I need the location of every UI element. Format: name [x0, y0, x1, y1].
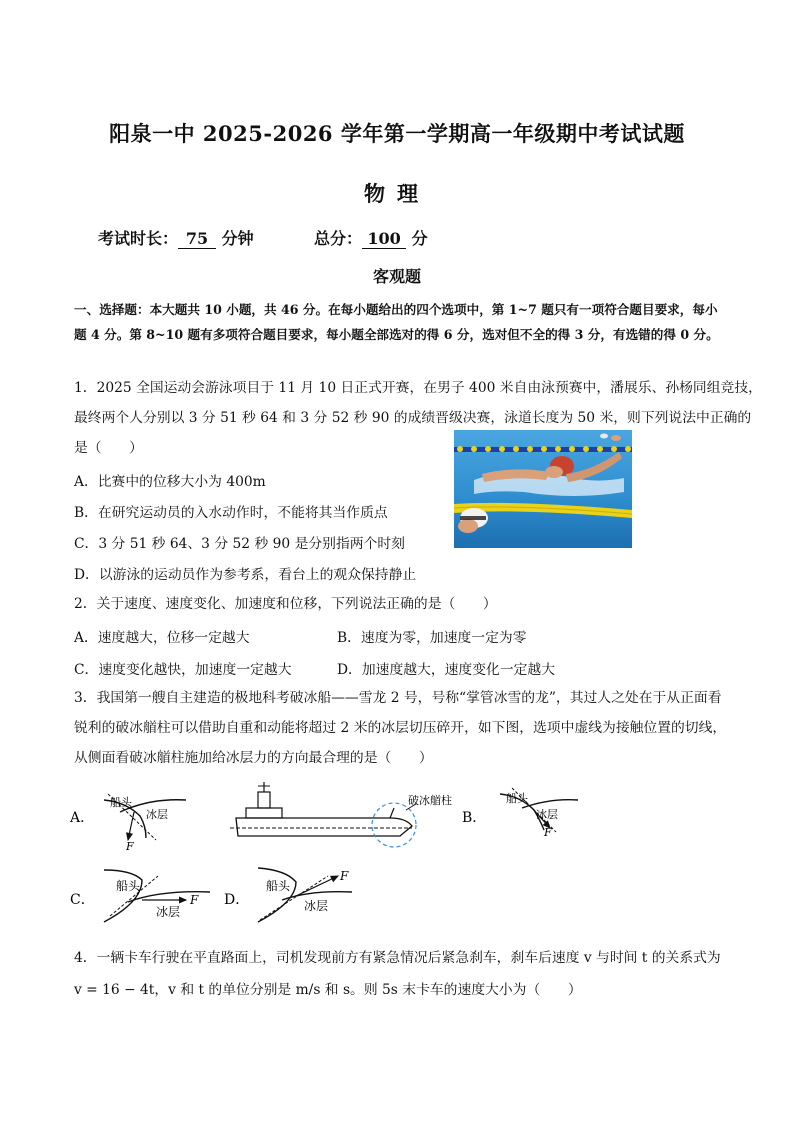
fig-option-c [104, 870, 210, 922]
q1-line2: 最终两个人分别以 3 分 51 秒 64 和 3 分 52 秒 90 的成绩晋级决赛，泳道长度为 50 米，则下列说法中正确的 [74, 410, 752, 426]
exam-title: 阳泉一中 2025-2026 学年第一学期高一年级期中考试试题 [109, 121, 685, 146]
q4-line1: 4．一辆卡车行驶在平直路面上，司机发现前方有紧急情况后紧急刹车，刹车后速度 v 与时间 t 的关系式为 [74, 950, 721, 966]
fig-opt-a-label: A． [70, 810, 95, 826]
score-label: 总分： [314, 229, 363, 248]
fig-opt-b-label: B． [462, 810, 487, 826]
fig-a-force: F [126, 840, 134, 853]
fig-d-bow: 船头 [266, 879, 291, 893]
score-value: 100 [362, 229, 406, 249]
q2-option-d: D．加速度越大，速度变化一定越大 [337, 662, 556, 678]
q2-stem: 2．关于速度、速度变化、加速度和位移，下列说法正确的是（ ） [74, 596, 497, 612]
fig-c-force: F [190, 893, 199, 907]
q1-line3: 是（ ） [74, 440, 143, 456]
q1-option-d: D．以游泳的运动员作为参考系，看台上的观众保持静止 [74, 567, 417, 583]
subject-title: 物理 [364, 181, 430, 206]
fig-b-bow: 船头 [506, 792, 528, 805]
q4-line2: v = 16 − 4t，v 和 t 的单位分别是 m/s 和 s。则 5s 末卡车的速度大小为（ ） [74, 982, 582, 998]
score-unit: 分 [411, 229, 428, 248]
section-instructions: 一、选择题：本大题共 10 小题，共 46 分。在每小题给出的四个选项中，第 1~7 题只有一项符合题目要求，每小题 4 分。第 8~10 题有多项符合题目要求，每小题全部选对的得 6 分，选对但不全的得 3 分，有选错的得 0 分。 [74, 302, 719, 342]
icebreaker-ship [230, 782, 452, 847]
fig-b-force: F [544, 826, 552, 839]
fig-c-ice: 冰层 [156, 905, 181, 919]
q1-line1: 1．2025 全国运动会游泳项目于 11 月 10 日正式开赛，在男子 400 米自由泳预赛中，潘展乐、孙杨同组竞技， [74, 380, 762, 396]
q1-option-a: A．比赛中的位移大小为 400m [74, 474, 266, 490]
q2-option-b: B．速度为零，加速度一定为零 [337, 630, 527, 646]
fig-d-force: F [340, 869, 349, 883]
duration-value: 75 [178, 229, 216, 249]
section-title: 客观题 [372, 267, 421, 286]
fig-c-bow: 船头 [116, 879, 141, 893]
q3-line1: 3．我国第一艘自主建造的极地科考破冰船——雪龙 2 号，号称“掌管冰雪的龙”，其过人之处在于从正面看 [74, 690, 722, 706]
q1-option-b: B．在研究运动员的入水动作时，不能将其当作质点 [74, 505, 388, 521]
duration-label: 考试时长： [98, 229, 179, 248]
fig-a-ice: 冰层 [146, 808, 168, 821]
fig-option-b [500, 788, 578, 839]
fig-opt-d-label: D． [224, 892, 250, 908]
q2-option-c: C．速度变化越快，加速度一定越大 [74, 662, 292, 678]
q3-line3: 从侧面看破冰艏柱施加给冰层力的方向最合理的是（ ） [74, 750, 433, 766]
exam-score [314, 226, 428, 249]
duration-unit: 分钟 [221, 229, 254, 248]
fig-stem-label: 破冰艏柱 [408, 794, 452, 807]
q3-line2: 锐利的破冰艏柱可以借助自重和动能将超过 2 米的冰层切压碎开，如下图，选项中虚线为接触位置的切线， [74, 720, 727, 736]
q3-figures [60, 778, 620, 938]
swimmer-photo [454, 430, 632, 548]
fig-option-a [104, 794, 186, 853]
exam-duration [98, 226, 254, 249]
q1-option-c: C．3 分 51 秒 64、3 分 52 秒 90 是分别指两个时刻 [74, 536, 405, 552]
fig-d-ice: 冰层 [304, 899, 329, 913]
fig-option-d [258, 868, 352, 922]
fig-b-ice: 冰层 [536, 808, 558, 821]
fig-opt-c-label: C． [70, 892, 95, 908]
q2-option-a: A．速度越大，位移一定越大 [74, 630, 250, 646]
fig-a-bow: 船头 [110, 796, 132, 809]
